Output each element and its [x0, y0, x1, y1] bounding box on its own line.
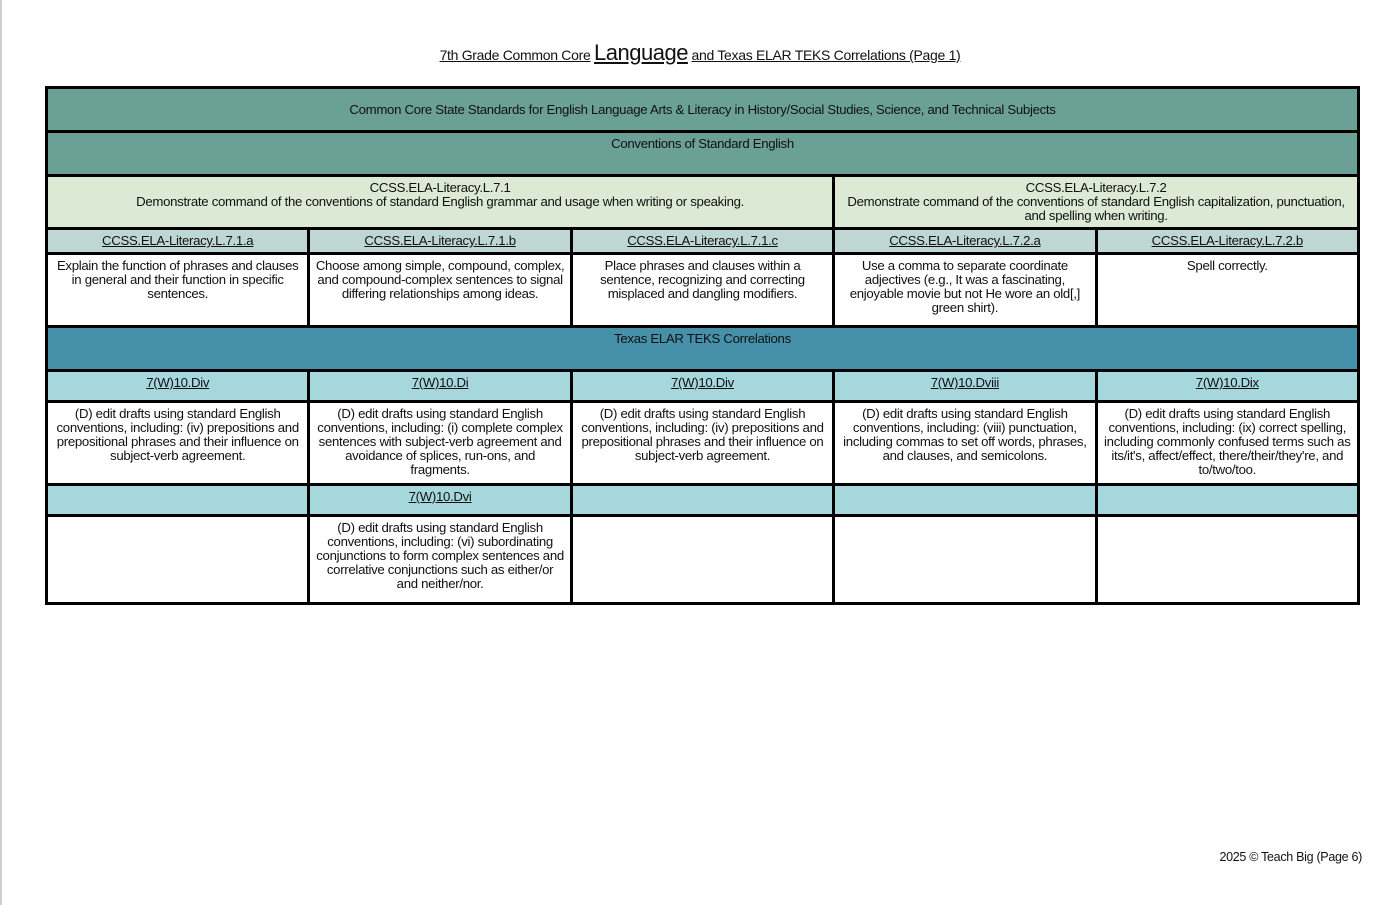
- teks-code-row-2: [47, 485, 1359, 516]
- ccss-description: Choose among simple, compound, complex, and compound-complex sentences to signal differing relationships among ideas.: [309, 254, 571, 327]
- ccss-description-row: [47, 254, 1359, 327]
- teks-description: [571, 516, 833, 604]
- teks-code-link[interactable]: 7(W)10.Dix: [1195, 375, 1259, 390]
- ccss-code-cell: [47, 229, 309, 254]
- ccss-code-cell: [309, 229, 571, 254]
- teks-description: [47, 516, 309, 604]
- ccss-code-link[interactable]: CCSS.ELA-Literacy.L.7.2.a: [889, 233, 1041, 248]
- ccss-code-cell: [571, 229, 833, 254]
- ccss-description: Spell correctly.: [1096, 254, 1358, 327]
- teks-code-cell: [571, 371, 833, 402]
- teks-code-cell: [1096, 371, 1358, 402]
- ccss-description: Use a comma to separate coordinate adjectives (e.g., It was a fascinating, enjoyable movie but not He wore an old[,] green shirt).: [834, 254, 1096, 327]
- teks-description: [1096, 516, 1358, 604]
- page-footer: 2025 © Teach Big (Page 6): [1219, 850, 1362, 864]
- ccss-description: Place phrases and clauses within a sentence, recognizing and correcting misplaced and dangling modifiers.: [571, 254, 833, 327]
- strand-heading: Conventions of Standard English: [47, 132, 1359, 176]
- ccss-code-link[interactable]: CCSS.ELA-Literacy.L.7.1.a: [102, 233, 254, 248]
- teks-code-cell: [309, 371, 571, 402]
- standard-l72: [834, 176, 1359, 229]
- teks-code-cell: [834, 371, 1096, 402]
- page-left-edge: [0, 0, 2, 905]
- ccss-code-link[interactable]: CCSS.ELA-Literacy.L.7.1.b: [364, 233, 516, 248]
- page-title: [0, 40, 1400, 66]
- teks-code-cell: [309, 485, 571, 516]
- title-suffix: and Texas ELAR TEKS Correlations (Page 1): [691, 47, 961, 63]
- teks-code-link[interactable]: 7(W)10.Di: [411, 375, 469, 390]
- teks-header-row: [47, 327, 1359, 371]
- standard-text: Demonstrate command of the conventions of standard English capitalization, punctuation, and spelling when writing.: [847, 194, 1345, 223]
- teks-code-link[interactable]: 7(W)10.Dvi: [408, 489, 472, 504]
- standard-code: CCSS.ELA-Literacy.L.7.1: [369, 180, 511, 195]
- teks-description: (D) edit drafts using standard English conventions, including: (iv) prepositions and prepositional phrases and their influence on subject-verb agreement.: [571, 402, 833, 485]
- teks-code-cell: [1096, 485, 1358, 516]
- ccss-code-row: [47, 229, 1359, 254]
- teks-code-cell: [47, 485, 309, 516]
- strand-row: [47, 132, 1359, 176]
- teks-description: (D) edit drafts using standard English conventions, including: (viii) punctuation, including commas to set off words, phrases, and clauses, and semicolons.: [834, 402, 1096, 485]
- teks-code-cell: [47, 371, 309, 402]
- teks-code-cell: [834, 485, 1096, 516]
- teks-code-row: [47, 371, 1359, 402]
- title-emphasis: Language: [594, 40, 688, 65]
- teks-description: (D) edit drafts using standard English conventions, including: (vi) subordinating conjunctions to form complex sentences and correlative conjunctions such as either/or and neither/nor.: [309, 516, 571, 604]
- ccss-header-row: [47, 88, 1359, 132]
- teks-description-row-2: [47, 516, 1359, 604]
- standard-code: CCSS.ELA-Literacy.L.7.2: [1025, 180, 1167, 195]
- teks-description: (D) edit drafts using standard English conventions, including: (ix) correct spelling, including commonly confused terms such as its/it's, affect/effect, there/their/they're, and to/two/too.: [1096, 402, 1358, 485]
- teks-code-link[interactable]: 7(W)10.Div: [671, 375, 734, 390]
- ccss-code-link[interactable]: CCSS.ELA-Literacy.L.7.2.b: [1151, 233, 1303, 248]
- title-prefix: 7th Grade Common Core: [439, 47, 591, 63]
- teks-code-link[interactable]: 7(W)10.Dviii: [930, 375, 999, 390]
- teks-description: [834, 516, 1096, 604]
- ccss-heading: Common Core State Standards for English Language Arts & Literacy in History/Social Studies, Science, and Technical Subjects: [47, 88, 1359, 132]
- ccss-code-cell: [1096, 229, 1358, 254]
- teks-code-link[interactable]: 7(W)10.Div: [146, 375, 210, 390]
- teks-heading: Texas ELAR TEKS Correlations: [47, 327, 1359, 371]
- standard-text: Demonstrate command of the conventions of standard English grammar and usage when writing or speaking.: [136, 194, 745, 209]
- teks-description: (D) edit drafts using standard English conventions, including: (iv) prepositions and prepositional phrases and their influence on subject-verb agreement.: [47, 402, 309, 485]
- standard-l71: [47, 176, 834, 229]
- ccss-code-link[interactable]: CCSS.ELA-Literacy.L.7.1.c: [627, 233, 778, 248]
- correlation-table: [45, 86, 1360, 605]
- teks-description: (D) edit drafts using standard English conventions, including: (i) complete complex sentences with subject-verb agreement and avoidance of splices, run-ons, and fragments.: [309, 402, 571, 485]
- standards-row: [47, 176, 1359, 229]
- ccss-code-cell: [834, 229, 1096, 254]
- teks-code-cell: [571, 485, 833, 516]
- teks-description-row: [47, 402, 1359, 485]
- ccss-description: Explain the function of phrases and clauses in general and their function in specific sentences.: [47, 254, 309, 327]
